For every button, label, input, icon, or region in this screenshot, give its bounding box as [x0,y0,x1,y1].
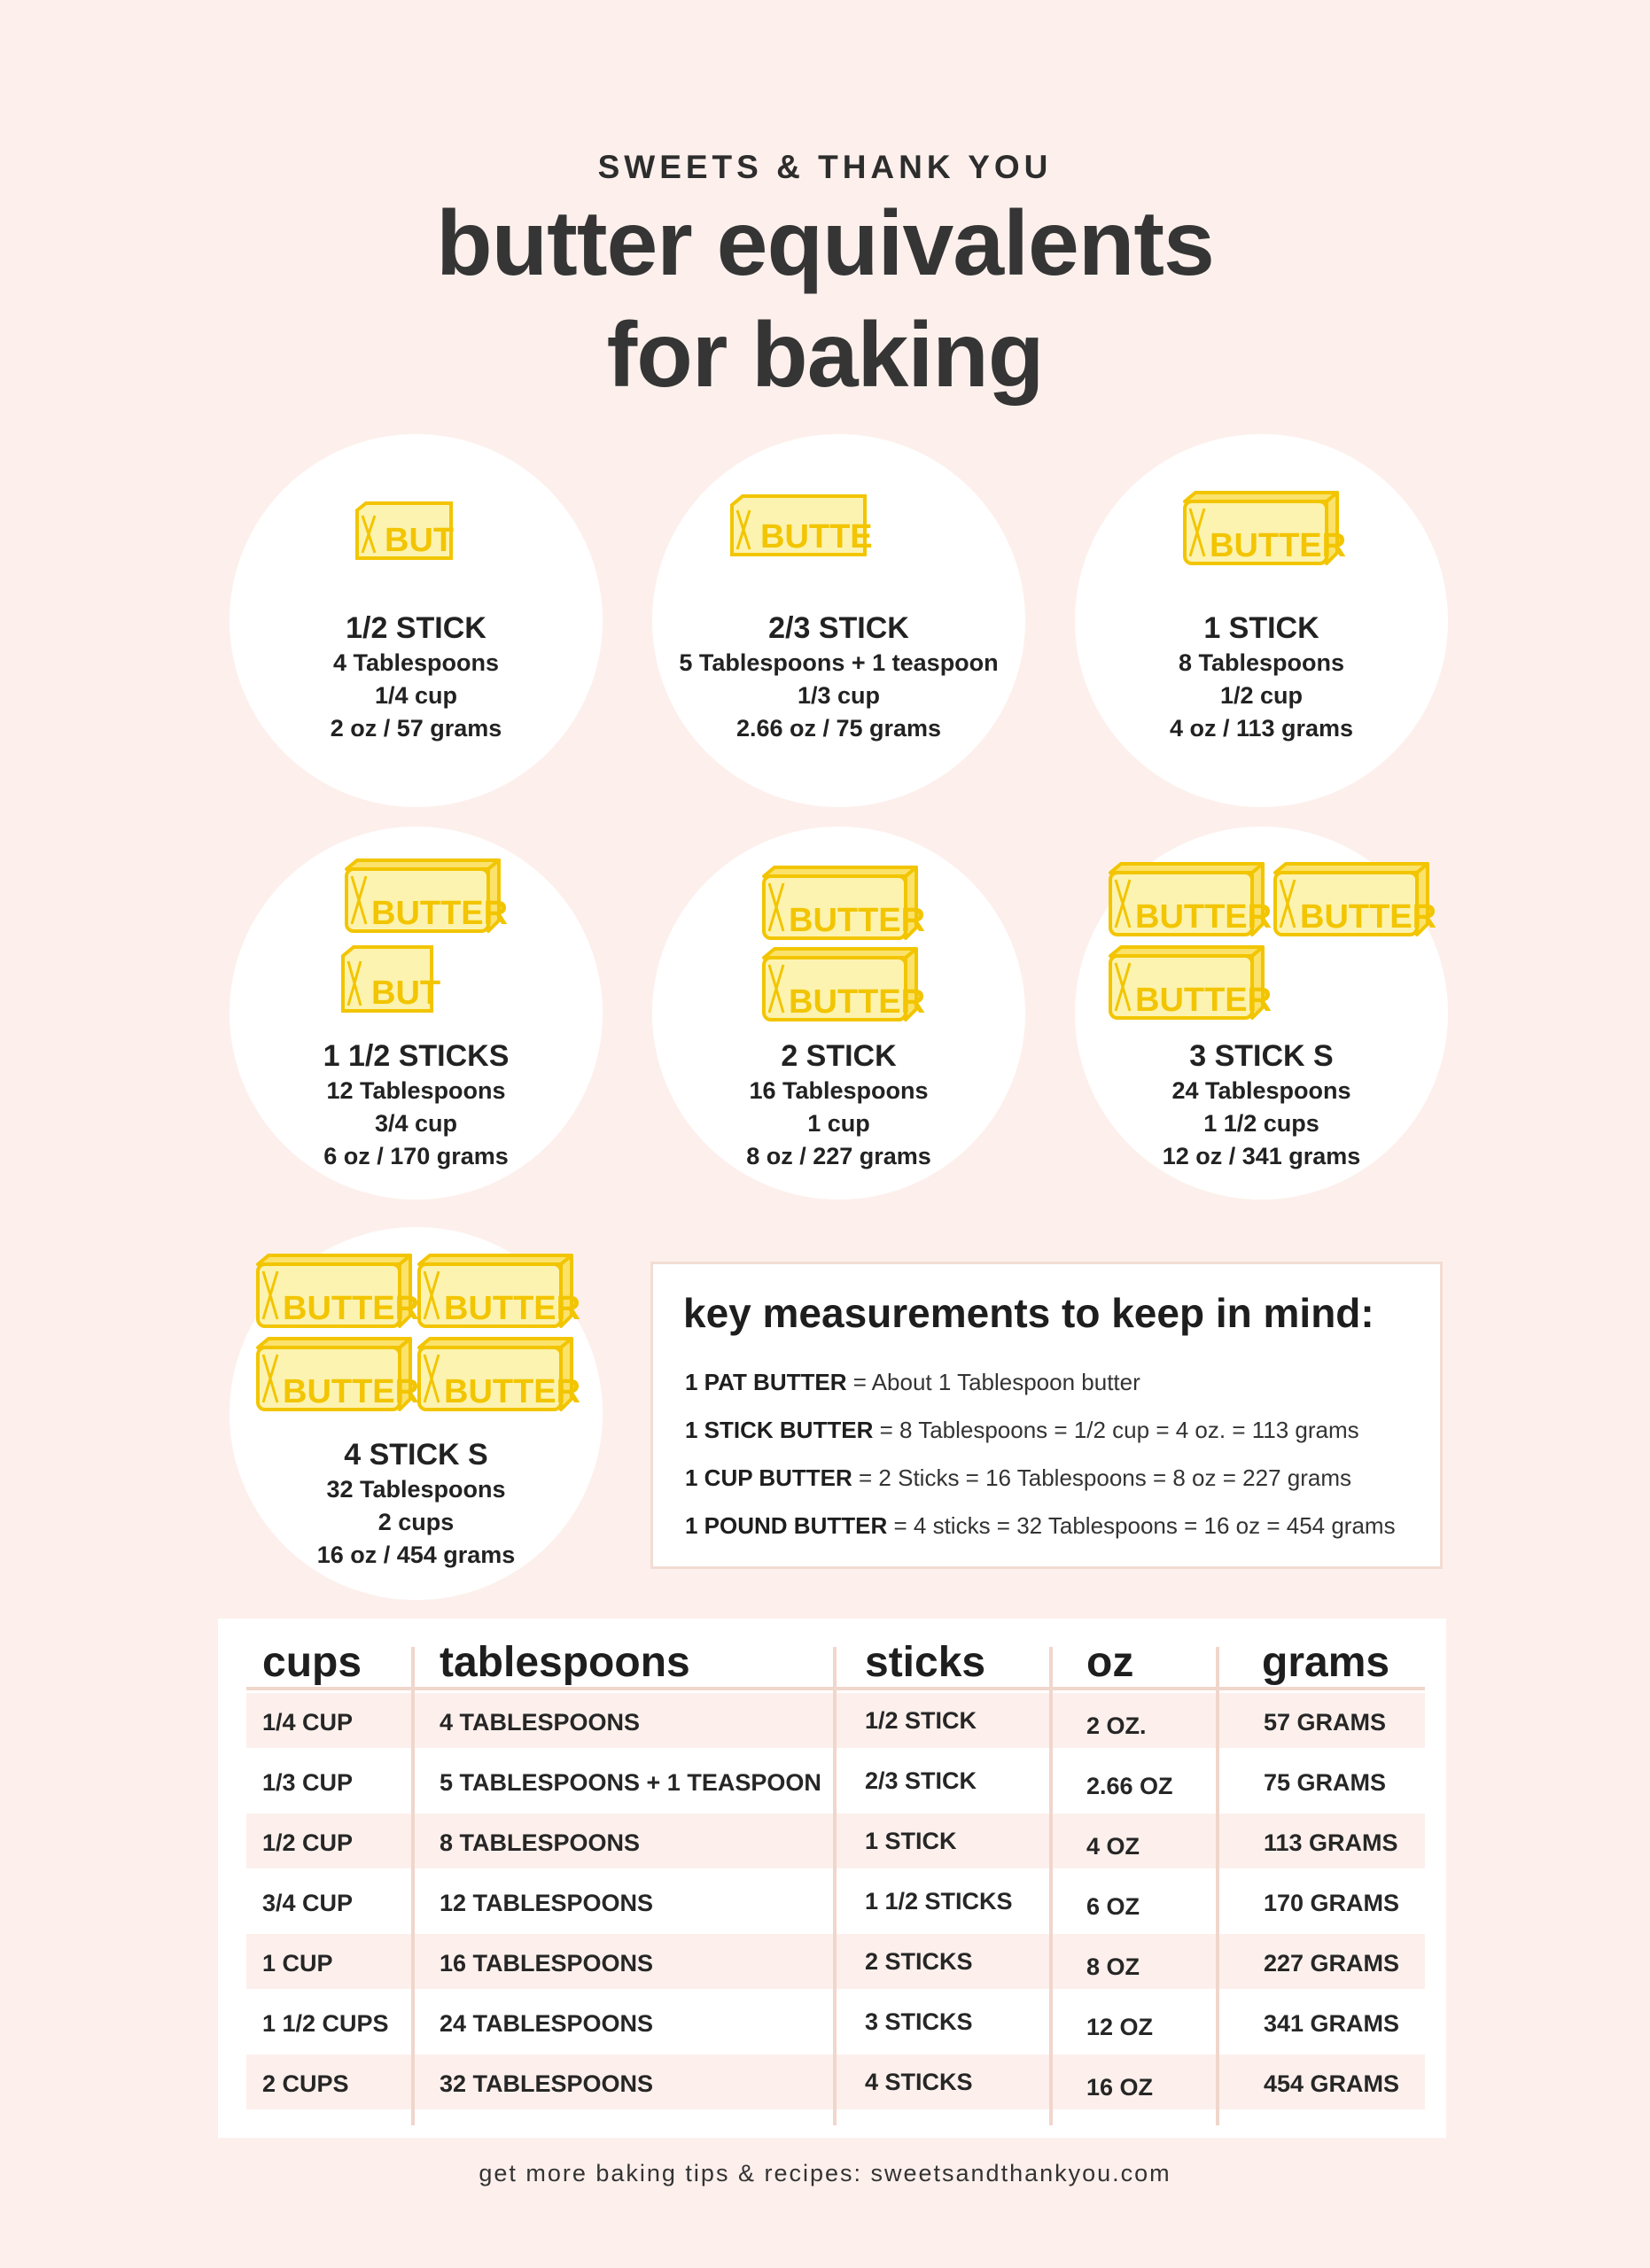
brand-name: SWEETS & THANK YOU [597,149,1053,185]
cell-oz: 2 OZ. [1086,1713,1147,1739]
circle-weight: 4 oz / 113 grams [1169,715,1354,742]
cell-sticks: 3 STICKS [865,2008,973,2035]
header-tablespoons: tablespoons [440,1639,690,1686]
cell-sticks: 1 1/2 STICKS [865,1888,1013,1915]
cell-oz: 16 OZ [1086,2074,1154,2101]
cell-sticks: 2 STICKS [865,1948,973,1975]
svg-text:BUTTER: BUTTER [1210,527,1347,564]
header-sticks: sticks [865,1639,986,1686]
circle-tablespoons: 8 Tablespoons [1178,649,1345,676]
circle-one-and-half-sticks [230,827,603,1200]
circle-tablespoons: 24 Tablespoons [1171,1077,1351,1104]
cell-cups: 1/2 CUP [262,1829,354,1856]
cell-tablespoons: 16 TABLESPOONS [440,1950,654,1977]
circle-cups: 1/4 cup [374,682,458,709]
column-divider [833,1647,837,2125]
circle-cups: 1/3 cup [797,682,881,709]
circle-cups: 3/4 cup [374,1110,458,1137]
circle-cups: 1 1/2 cups [1203,1110,1319,1137]
page-title [0,188,1650,411]
key-line-pound: 1 POUND BUTTER = 4 sticks = 32 Tablespoons = 16 oz = 454 grams [685,1512,1396,1539]
key-line-pat: 1 PAT BUTTER = About 1 Tablespoon butter [685,1369,1140,1395]
circle-weight: 8 oz / 227 grams [746,1143,931,1169]
circle-one-stick [1075,434,1448,807]
circle-weight: 2.66 oz / 75 grams [735,715,942,742]
svg-text:BUTTER: BUTTER [789,983,926,1021]
key-measurements-title: key measurements to keep in mind: [683,1290,1374,1336]
cell-tablespoons: 5 TABLESPOONS + 1 TEASPOON [440,1769,821,1796]
cell-cups: 2 CUPS [262,2070,349,2097]
circle-label: 3 STICK S [1189,1039,1334,1073]
svg-text:BUTTER: BUTTER [789,902,926,939]
cell-cups: 1 CUP [262,1950,333,1977]
cell-oz: 6 OZ [1086,1893,1140,1920]
circle-label: 1 STICK [1203,611,1319,645]
cell-sticks: 2/3 STICK [865,1767,977,1794]
svg-text:BUTTER: BUTTER [1135,982,1273,1019]
circle-weight: 6 oz / 170 grams [323,1143,509,1169]
column-divider [1216,1647,1219,2125]
cell-grams: 57 GRAMS [1264,1709,1387,1736]
svg-text:BUT: BUT [371,975,441,1012]
circle-tablespoons: 4 Tablespoons [332,649,500,676]
cell-tablespoons: 4 TABLESPOONS [440,1709,641,1736]
circle-cups: 1/2 cup [1219,682,1304,709]
svg-text:BUTTER: BUTTER [371,895,509,932]
circle-weight: 2 oz / 57 grams [330,715,502,742]
circle-label: 2 STICK [781,1039,897,1073]
header-cups: cups [262,1639,362,1686]
circle-four-sticks [230,1227,603,1600]
circle-label: 4 STICK S [344,1438,488,1472]
circle-three-sticks [1075,827,1448,1200]
circle-half-stick [230,434,603,807]
circle-label: 2/3 STICK [768,611,909,645]
circle-two-sticks [652,827,1025,1200]
cell-grams: 227 GRAMS [1264,1950,1400,1977]
svg-text:BUTTER: BUTTER [444,1373,581,1410]
cell-oz: 2.66 OZ [1086,1773,1173,1799]
header-grams: grams [1262,1639,1390,1686]
circle-weight: 16 oz / 454 grams [316,1542,516,1568]
cell-tablespoons: 32 TABLESPOONS [440,2070,654,2097]
column-divider [1049,1647,1053,2125]
cell-tablespoons: 12 TABLESPOONS [440,1890,654,1916]
cell-cups: 1/4 CUP [262,1709,354,1736]
key-line-stick: 1 STICK BUTTER = 8 Tablespoons = 1/2 cup = 4 oz. = 113 grams [685,1417,1359,1443]
cell-cups: 1/3 CUP [262,1769,354,1796]
cell-sticks: 1 STICK [865,1828,957,1854]
circle-tablespoons: 12 Tablespoons [326,1077,506,1104]
cell-grams: 170 GRAMS [1264,1890,1400,1916]
cell-tablespoons: 24 TABLESPOONS [440,2010,654,2037]
svg-text:BUTTE: BUTTE [760,518,873,555]
cell-oz: 8 OZ [1086,1953,1140,1980]
circle-cups: 1 cup [807,1110,870,1137]
cell-cups: 3/4 CUP [262,1890,354,1916]
cell-cups: 1 1/2 CUPS [262,2010,389,2037]
footer-text: get more baking tips & recipes: sweetsandthankyou.com [479,2160,1171,2186]
header-oz: oz [1086,1639,1134,1686]
key-measurements-box [650,1262,1443,1569]
cell-sticks: 4 STICKS [865,2069,973,2095]
title-line-1: butter equivalents [436,192,1214,295]
cell-oz: 4 OZ [1086,1833,1140,1860]
column-divider [411,1647,415,2125]
cell-oz: 12 OZ [1086,2014,1154,2040]
cell-sticks: 1/2 STICK [865,1707,977,1734]
circle-label: 1 1/2 STICKS [323,1039,510,1073]
cell-grams: 454 GRAMS [1264,2070,1400,2097]
svg-text:BUTTER: BUTTER [1300,898,1437,936]
circle-cups: 2 cups [377,1509,455,1535]
svg-text:BUT: BUT [385,522,455,559]
circle-label: 1/2 STICK [346,611,486,645]
svg-text:BUTTER: BUTTER [1135,898,1273,936]
svg-text:BUTTER: BUTTER [283,1290,420,1327]
cell-grams: 75 GRAMS [1264,1769,1387,1796]
svg-text:BUTTER: BUTTER [444,1290,581,1327]
cell-grams: 341 GRAMS [1264,2010,1400,2037]
circle-tablespoons: 32 Tablespoons [326,1476,506,1503]
circle-tablespoons: 5 Tablespoons + 1 teaspoon [679,649,999,676]
cell-tablespoons: 8 TABLESPOONS [440,1829,641,1856]
conversion-table [218,1619,1446,2138]
circle-weight: 12 oz / 341 grams [1162,1143,1361,1169]
title-line-2: for baking [606,304,1044,407]
circle-two-thirds-stick [652,434,1025,807]
svg-text:BUTTER: BUTTER [283,1373,420,1410]
cell-grams: 113 GRAMS [1264,1829,1398,1856]
circle-tablespoons: 16 Tablespoons [749,1077,929,1104]
key-line-cup: 1 CUP BUTTER = 2 Sticks = 16 Tablespoons = 8 oz = 227 grams [685,1464,1351,1491]
